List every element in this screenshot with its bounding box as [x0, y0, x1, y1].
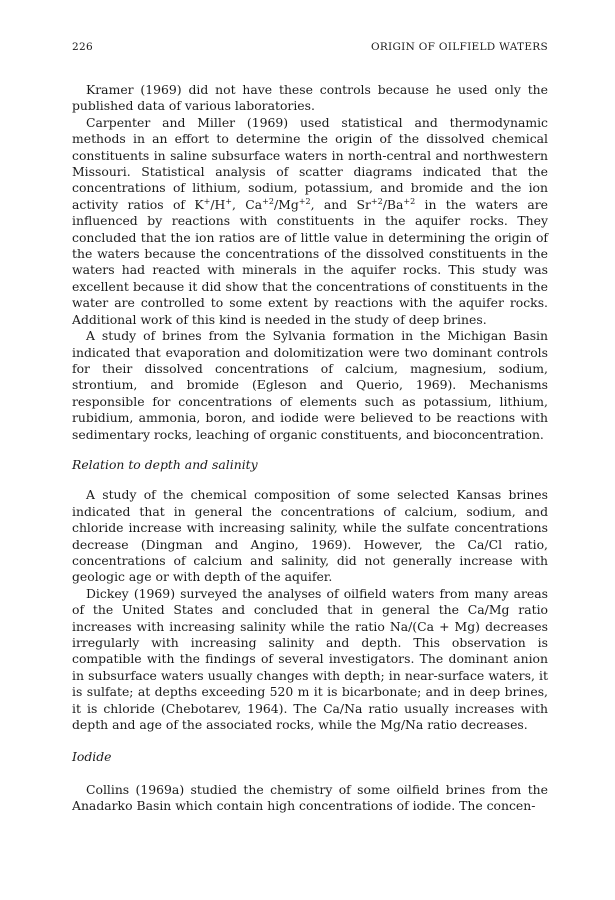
- ion-h: /H: [210, 196, 226, 212]
- ion-ba: /Ba: [382, 196, 404, 212]
- paragraph-carpenter-text-b: in the waters are influenced by reactions with constituents in the aquifer rocks. They concluded that the ion ratios are of little value in determining the origin of the waters because the concentrations of the dissolved constituents in the waters had reacted with minerals in the aquifer rocks. This study was excellent because it did show that the concentrations of constituents in the water are controlled to some extent by reactions with the aquifer rocks. Additional work of this kind is needed in the study of deep brines.: [72, 196, 548, 327]
- paragraph-carpenter-miller: [72, 115, 548, 328]
- heading-iodide: Iodide: [72, 749, 112, 765]
- ion-k-charge: +: [203, 196, 211, 206]
- ion-sr: Sr: [356, 196, 371, 212]
- ion-ca-charge: +2: [262, 196, 274, 206]
- paragraph-sylvania: A study of brines from the Sylvania formation in the Michigan Basin indicated that evaporation and dolomitization were two dominant controls for their dissolved concentrations of calcium, magnesium, sodium, strontium, and bromide (Egleson and Querio, 1969). Mechanisms responsible for concentrations of elements such as potassium, lithium, rubidium, ammonia, boron, and iodide were believed to be reactions with sedimentary rocks, leaching of organic constituents, and bioconcentration.: [72, 328, 548, 442]
- ion-mg-charge: +2: [298, 196, 311, 206]
- paragraph-carpenter-text-a: Carpenter and Miller (1969) used statistical and thermodynamic methods in an effort to determine the origin of the dissolved chemical constituents in saline subsurface waters in north-central and northwestern Missouri. Statistical analysis of scatter diagrams indicated that the concentrations of lithium, sodium, potassium, and bromide and the ion activity ratios of: [72, 114, 548, 212]
- ion-k: K: [194, 196, 204, 212]
- ion-comma: ,: [232, 196, 236, 212]
- ion-h-charge: +: [225, 196, 232, 206]
- paragraph-kansas: A study of the chemical composition of some selected Kansas brines indicated that in general the concentrations of calcium, sodium, and chloride increase with increasing salinity, while the sulfate concentrations decrease (Dingman and Angino, 1969). However, the Ca/Cl ratio, concentrations of calcium and salinity, did not generally increase with geologic age or with depth of the aquifer.: [72, 487, 548, 585]
- heading-depth-salinity: Relation to depth and salinity: [72, 456, 258, 472]
- ion-ca: Ca: [245, 196, 263, 212]
- page: [72, 40, 548, 815]
- running-title: ORIGIN OF OILFIELD WATERS: [370, 41, 548, 53]
- paragraph-kramer: Kramer (1969) did not have these controls because he used only the published data of various laboratories.: [72, 82, 548, 114]
- paragraph-dickey: Dickey (1969) surveyed the analyses of oilfield waters from many areas of the United States and concluded that in general the Ca/Mg ratio increases with increasing salinity while the ratio Na/(Ca + Mg) decreases irregularly with increasing salinity and depth. This observation is compatible with the findings of several investigators. The dominant anion in subsurface waters usually changes with depth; in near-surface waters, it is sulfate; at depths exceeding 520 m it is bicarbonate; and in deep brines, it is chloride (Chebotarev, 1964). The Ca/Na ratio usually increases with depth and age of the associated rocks, while the Mg/Na ratio decreases.: [72, 585, 548, 733]
- ion-sr-charge: +2: [370, 196, 383, 206]
- page-number: 226: [72, 41, 93, 53]
- ion-mg: /Mg: [273, 196, 299, 212]
- paragraph-collins: Collins (1969a) studied the chemistry of some oilfield brines from the Anadarko Basin which contain high concentrations of iodide. The concen-: [72, 781, 548, 814]
- running-head: [72, 40, 548, 54]
- ion-and: , and: [310, 196, 348, 212]
- ion-ba-charge: +2: [403, 196, 416, 206]
